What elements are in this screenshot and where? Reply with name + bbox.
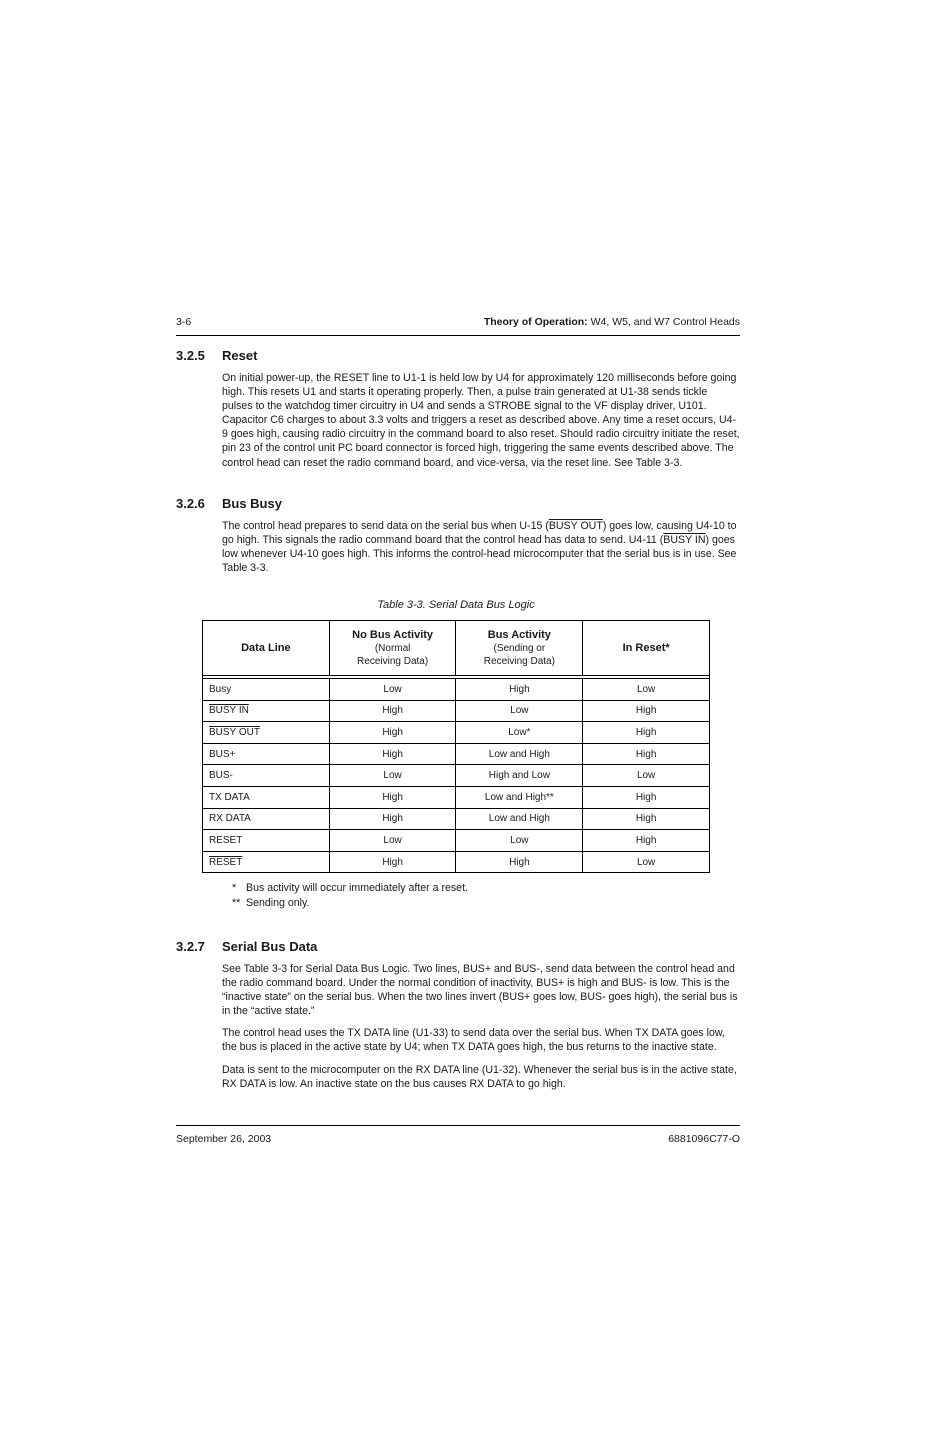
note-mark: **	[232, 896, 241, 909]
section-serial-bus-data	[176, 938, 740, 1099]
in-reset-cell	[583, 851, 710, 873]
paragraph	[222, 519, 740, 575]
bus-activity-cell	[456, 830, 583, 852]
paragraph: Data is sent to the microcomputer on the RX DATA line (U1-32). Whenever the serial bus is in the active state, RX DATA is low. An inactive state on the bus causes RX DATA to go high.	[222, 1063, 737, 1090]
cell-value: High	[382, 748, 403, 760]
cell-value: Low and High	[488, 813, 550, 825]
section-heading	[176, 347, 740, 365]
in-reset-cell	[583, 765, 710, 787]
cell-value: High	[382, 813, 403, 825]
cell-value: Low	[383, 683, 402, 695]
header-cell	[203, 621, 330, 676]
paragraph: The control head uses the TX DATA line (U1-33) to send data over the serial bus. When TX DATA goes low, the bus is placed in the active state by U4; when TX DATA goes high, the bus returns to the inactive state.	[222, 1027, 725, 1054]
cell-value: High	[382, 705, 403, 717]
data-line-cell	[203, 786, 330, 808]
header-cell	[456, 621, 583, 676]
bus-activity-cell	[456, 808, 583, 830]
cell-value: BUS+	[209, 748, 236, 760]
cell-value: High	[509, 856, 530, 868]
cell-value: RX DATA	[209, 813, 251, 825]
section-heading	[176, 495, 740, 513]
no-bus-activity-cell	[329, 679, 456, 701]
cell-value: High	[635, 834, 657, 846]
header-sublabel: (Sending or	[493, 642, 546, 654]
data-line-cell	[203, 765, 330, 787]
header-label: Bus Activity	[487, 628, 551, 641]
cell-value: BUSY IN	[209, 705, 249, 717]
header-cell	[329, 621, 456, 676]
running-title	[484, 316, 740, 328]
in-reset-cell	[583, 722, 710, 744]
table-row	[203, 830, 710, 852]
no-bus-activity-cell	[329, 700, 456, 722]
cell-value: Low	[636, 683, 656, 695]
bus-activity-cell	[456, 743, 583, 765]
section-heading	[176, 938, 740, 956]
header-label: In Reset*	[622, 641, 670, 654]
no-bus-activity-cell	[329, 786, 456, 808]
table-caption: Table 3-3. Serial Data Bus Logic	[377, 599, 535, 611]
bus-activity-cell	[456, 765, 583, 787]
data-line-cell	[203, 679, 330, 701]
header-label: Data Line	[241, 641, 291, 654]
page-number: 3-6	[176, 316, 192, 328]
cell-value: High	[635, 705, 657, 717]
data-line-cell	[203, 851, 330, 873]
cell-value: TX DATA	[209, 791, 250, 803]
busy-in-signal: BUSY IN	[663, 534, 706, 547]
cell-value: Low	[383, 770, 402, 782]
section-reset	[176, 347, 740, 478]
section-number: 3.2.7	[176, 939, 205, 954]
header-label: No Bus Activity	[352, 628, 434, 641]
cell-value: RESET	[209, 856, 243, 868]
document-number: 6881096C77-O	[668, 1133, 740, 1145]
table-row	[203, 786, 710, 808]
cell-value: Low	[510, 834, 529, 846]
in-reset-cell	[583, 786, 710, 808]
section-body	[222, 962, 740, 1091]
table-row	[203, 743, 710, 765]
table-row	[203, 851, 710, 873]
note-mark: *	[232, 882, 237, 894]
in-reset-cell	[583, 743, 710, 765]
text-run: ) goes low, causing U4-10 to go high. This signals the radio command board that the control head has data to send. U4-11 (	[222, 520, 737, 547]
table-row	[203, 765, 710, 787]
running-title-bold: Theory of Operation:	[483, 316, 588, 328]
cell-value: Low*	[508, 726, 531, 738]
section-body	[222, 519, 740, 575]
note-text: Bus activity will occur immediately after a reset.	[246, 882, 468, 894]
text-run: ) goes low whenever U4-10 goes high. This informs the control-head microcomputer that the serial bus is in use. See Table 3-3.	[222, 534, 737, 575]
section-number: 3.2.6	[176, 496, 205, 511]
header-sublabel: Receiving Data)	[483, 655, 555, 667]
in-reset-cell	[583, 808, 710, 830]
no-bus-activity-cell	[329, 765, 456, 787]
table-note	[232, 881, 468, 896]
cell-value: Low and High	[488, 748, 550, 760]
cell-value: High	[509, 683, 530, 695]
cell-value: Low and High**	[484, 791, 554, 803]
table-row	[203, 808, 710, 830]
paragraph: See Table 3-3 for Serial Data Bus Logic. Two lines, BUS+ and BUS-, send data between the control head and the radio command board. Under the normal condition of inactivity, BUS+ is high and BUS- is low. This is the “inactive state” on the serial bus. When the two lines invert (BUS+ goes low, BUS- goes high), the serial bus is in the “active state.”	[222, 963, 738, 1018]
header-rule	[176, 335, 740, 336]
cell-value: RESET	[209, 834, 243, 846]
table-row	[203, 722, 710, 744]
cell-value: High	[635, 813, 657, 825]
table-row	[203, 679, 710, 701]
data-line-cell	[203, 722, 330, 744]
note-text: Sending only.	[246, 896, 310, 909]
bus-activity-cell	[456, 851, 583, 873]
in-reset-cell	[583, 679, 710, 701]
cell-value: Low	[636, 770, 656, 782]
cell-value: High	[382, 856, 403, 868]
footer-rule	[176, 1125, 740, 1126]
header-sublabel: (Normal	[374, 642, 411, 654]
table-notes	[232, 881, 468, 910]
table-note	[232, 896, 468, 911]
section-title: Reset	[222, 348, 258, 363]
header-cell	[583, 621, 710, 676]
page-header	[176, 316, 740, 332]
bus-activity-cell	[456, 679, 583, 701]
publication-date: September 26, 2003	[176, 1133, 272, 1145]
no-bus-activity-cell	[329, 743, 456, 765]
table-header-row	[203, 621, 710, 676]
cell-value: Low	[383, 834, 402, 846]
cell-value: High	[382, 726, 403, 738]
cell-value: Low	[510, 705, 529, 717]
cell-value: High and Low	[488, 770, 550, 782]
section-body	[222, 371, 740, 470]
no-bus-activity-cell	[329, 722, 456, 744]
data-line-cell	[203, 808, 330, 830]
running-title-rest: W4, W5, and W7 Control Heads	[587, 316, 740, 328]
section-title: Serial Bus Data	[222, 939, 318, 954]
no-bus-activity-cell	[329, 808, 456, 830]
section-number: 3.2.5	[176, 348, 205, 363]
no-bus-activity-cell	[329, 851, 456, 873]
cell-value: BUSY OUT	[209, 726, 260, 738]
busy-out-signal: BUSY OUT	[548, 520, 603, 532]
cell-value: Busy	[209, 683, 232, 695]
section-title: Bus Busy	[222, 496, 282, 511]
cell-value: Low	[636, 856, 656, 868]
section-bus-busy	[176, 495, 740, 583]
bus-activity-cell	[456, 786, 583, 808]
no-bus-activity-cell	[329, 830, 456, 852]
bus-activity-cell	[456, 700, 583, 722]
cell-value: High	[635, 748, 657, 760]
cell-value: High	[635, 726, 657, 738]
data-line-cell	[203, 700, 330, 722]
serial-data-bus-logic-table	[202, 620, 710, 873]
header-sublabel: Receiving Data)	[357, 655, 429, 667]
bus-activity-cell	[456, 722, 583, 744]
cell-value: High	[382, 791, 403, 803]
data-line-cell	[203, 830, 330, 852]
in-reset-cell	[583, 700, 710, 722]
paragraph: On initial power-up, the RESET line to U1-1 is held low by U4 for approximately 120 milliseconds before going high. This resets U1 and starts it operating properly. Then, a pulse train generated at U1-38 sends tickle pulses to the watchdog timer circuitry in U4 and sends a STROBE signal to the VF display driver, U101. Capacitor C6 charges to about 3.3 volts and triggers a reset as described above. Any time a reset occurs, U4-9 goes high, causing radio circuitry in the command board to also reset. Should radio circuitry initiate the reset, pin 23 of the control unit PC board connector is forced high, triggering the same events described above. The control head can reset the radio command board, and vice-versa, via the reset line. See Table 3-3.	[222, 372, 740, 469]
cell-value: High	[635, 791, 657, 803]
data-line-cell	[203, 743, 330, 765]
cell-value: BUS-	[209, 770, 233, 782]
text-run: The control head prepares to send data on the serial bus when U-15 (	[222, 520, 549, 532]
in-reset-cell	[583, 830, 710, 852]
table-row	[203, 700, 710, 722]
